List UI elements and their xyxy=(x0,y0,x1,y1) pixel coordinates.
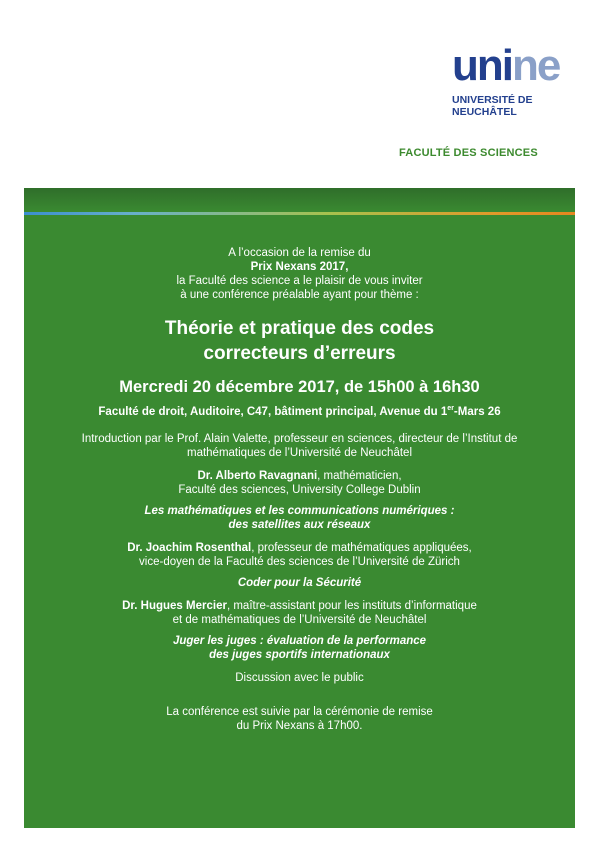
speaker-1: Dr. Alberto Ravagnani, mathématicien, Faculté des sciences, University College Dublin Les mathématiques et les communications numériques : des satellites aux réseaux xyxy=(24,469,575,532)
speaker-name: Dr. Hugues Mercier xyxy=(122,599,227,612)
logo-mark: unine xyxy=(452,41,560,90)
conference-title: Théorie et pratique des codes correcteurs d’erreurs xyxy=(164,318,435,364)
event-venue: Faculté de droit, Auditoire, C47, bâtiment principal, Avenue du 1er-Mars 26 xyxy=(98,405,501,418)
faculty-name: FACULTÉ DES SCIENCES xyxy=(399,147,538,159)
event-date: Mercredi 20 décembre 2017, de 15h00 à 16h30 xyxy=(119,378,480,396)
talk-title: Coder pour la Sécurité xyxy=(237,576,362,589)
color-stripe xyxy=(24,212,575,215)
panel-top-band xyxy=(24,188,575,212)
speaker-3: Dr. Hugues Mercier, maître-assistant pour les instituts d’informatique et de mathématiques de l’Université de Neuchâtel Juger les juges : évaluation de la performance des juges sportifs internationaux xyxy=(24,599,575,662)
university-logo xyxy=(452,41,582,118)
closing-text: La conférence est suivie par la cérémonie de remise du Prix Nexans à 17h00. xyxy=(166,705,433,732)
logo-university-name: UNIVERSITÉ DE NEUCHÂTEL xyxy=(452,94,533,118)
speaker-name: Dr. Alberto Ravagnani xyxy=(197,469,318,482)
talk-title: Juger les juges : évaluation de la performance xyxy=(172,634,427,647)
discussion: Discussion avec le public xyxy=(235,671,364,684)
speaker-2: Dr. Joachim Rosenthal, professeur de mathématiques appliquées, vice-doyen de la Faculté des sciences de l’Université de Zürich Coder pour la Sécurité xyxy=(24,541,575,590)
invitation-content xyxy=(24,246,575,733)
intro-block: A l’occasion de la remise du Prix Nexans 2017, la Faculté des science a le plaisir de vous inviter à une conférence préalable ayant pour thème : xyxy=(176,247,423,301)
talk-title: Les mathématiques et les communications numériques : xyxy=(144,504,455,517)
introduction-text: Introduction par le Prof. Alain Valette, professeur en sciences, directeur de l’Institut de mathématiques de l’Université de Neuchâtel xyxy=(81,432,518,459)
speaker-name: Dr. Joachim Rosenthal xyxy=(127,541,252,554)
invitation-panel xyxy=(24,188,575,828)
